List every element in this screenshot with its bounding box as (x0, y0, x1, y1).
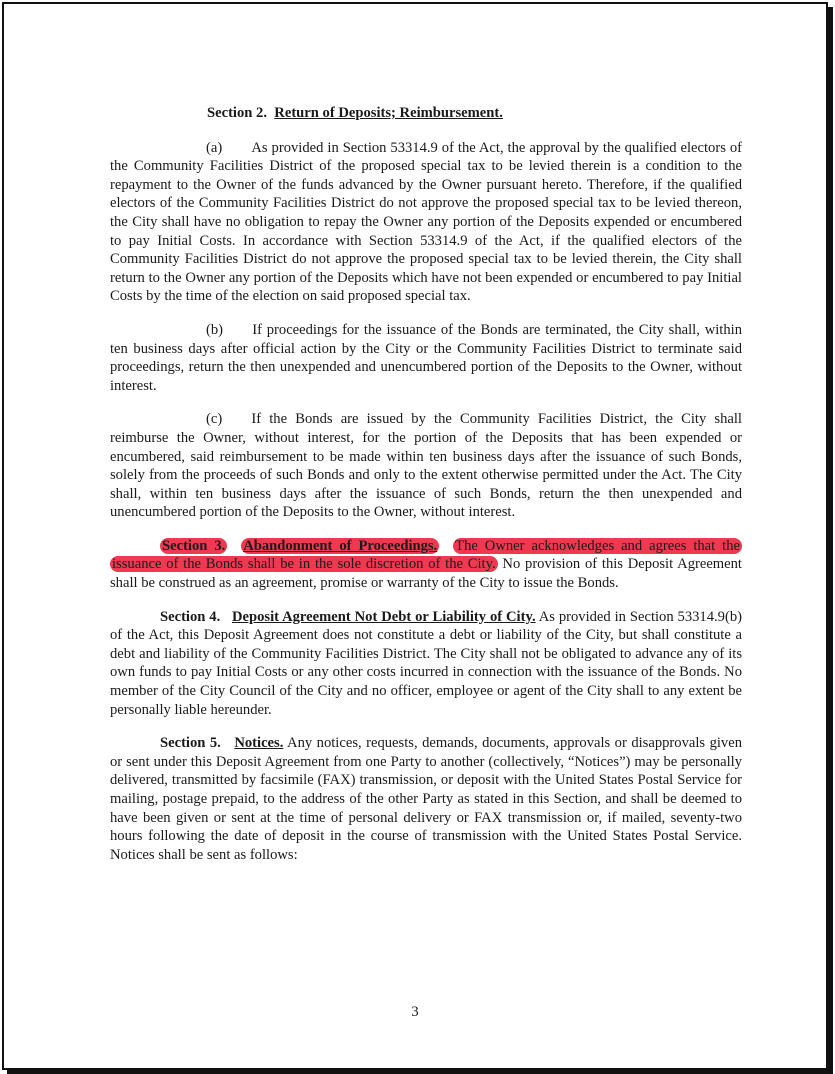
section-3-paragraph (110, 537, 742, 593)
section-2-paragraph-a: (a) As provided in Section 53314.9 of the Act, the approval by the qualified electors of the Community Facilities District of the proposed special tax to be levied therein is a condition to the repayment to the Owner of the funds advanced by the Owner pursuant hereto. Therefore, if the qualified electors of the Community Facilities District do not approve the proposed special tax to be levied thereon, the City shall have no obligation to repay the Owner any portion of the Deposits expended or encumbered to pay Initial Costs. In accordance with Section 53314.9 of the Act, if the qualified electors of the Community Facilities District do not approve the proposed special tax to be levied therein, the City shall return to the Owner any portion of the Deposits which have not been expended or encumbered to pay Initial Costs by the time of the election on said proposed special tax. (110, 139, 742, 305)
section-4-paragraph (110, 608, 742, 720)
section-3-title: Abandonment of Proceedings. (243, 537, 438, 554)
page-number: 3 (411, 1004, 419, 1020)
document-page (2, 2, 828, 1070)
section-2-heading (110, 104, 742, 123)
section-2-label: Section 2. (207, 105, 267, 121)
section-4-body: As provided in Section 53314.9(b) of the Act, this Deposit Agreement does not constitute a debt or liability of the City, but shall constitute a debt and liability of the Community Facilities District. The City shall not be obligated to advance any of its own funds to pay Initial Costs or any other costs incurred in connection with the issuance of the Bonds. No member of the City Council of the City and no officer, employee or agent of the City shall to any extent be personally liable hereunder. (110, 608, 742, 718)
section-2-title: Return of Deposits; Reimbursement. (274, 105, 503, 121)
section-4-title: Deposit Agreement Not Debt or Liability of City. (231, 608, 536, 625)
section-5-paragraph (110, 734, 742, 864)
section-2-paragraph-b: (b) If proceedings for the issuance of the Bonds are terminated, the City shall, within ten business days after official action by the City or the Community Facilities District to terminate said proceedings, return the then unexpended and unencumbered portion of the Deposits to the Owner, without interest. (110, 321, 742, 394)
section-3-highlighted-text: The Owner acknowledges and agrees that the issuance of the Bonds shall be in the sole discretion of the City. (112, 537, 740, 573)
section-3-label: Section 3. (162, 537, 226, 554)
section-5-label: Section 5. (160, 735, 221, 752)
section-5-title: Notices. (234, 735, 284, 752)
section-3-body: No provision of this Deposit Agreement shall be construed as an agreement, promise or warranty of the City to issue the Bonds. (110, 556, 742, 592)
section-4-label: Section 4. (160, 608, 221, 625)
document-body (110, 104, 742, 879)
section-2-paragraph-c: (c) If the Bonds are issued by the Community Facilities District, the City shall reimburse the Owner, without interest, for the portion of the Deposits that has been expended or encumbered, said reimbursement to be made within ten business days after the issuance of such Bonds, solely from the proceeds of such Bonds and only to the extent otherwise permitted under the Act. The City shall, within ten business days after the issuance of such Bonds, return the then unexpended and unencumbered portion of the Deposits to the Owner, without interest. (110, 411, 742, 521)
section-5-body: Any notices, requests, demands, documents, approvals or disapprovals given or sent under this Deposit Agreement from one Party to another (collectively, “Notices”) may be personally delivered, transmitted by facsimile (FAX) transmission, or deposit with the United States Postal Service for mailing, postage prepaid, to the address of the other Party as stated in this Section, and shall be deemed to have been given or sent at the time of personal delivery or FAX transmission or, if mailed, seventy-two hours following the date of deposit in the course of transmission with the United States Postal Service. Notices shall be sent as follows: (110, 735, 743, 863)
